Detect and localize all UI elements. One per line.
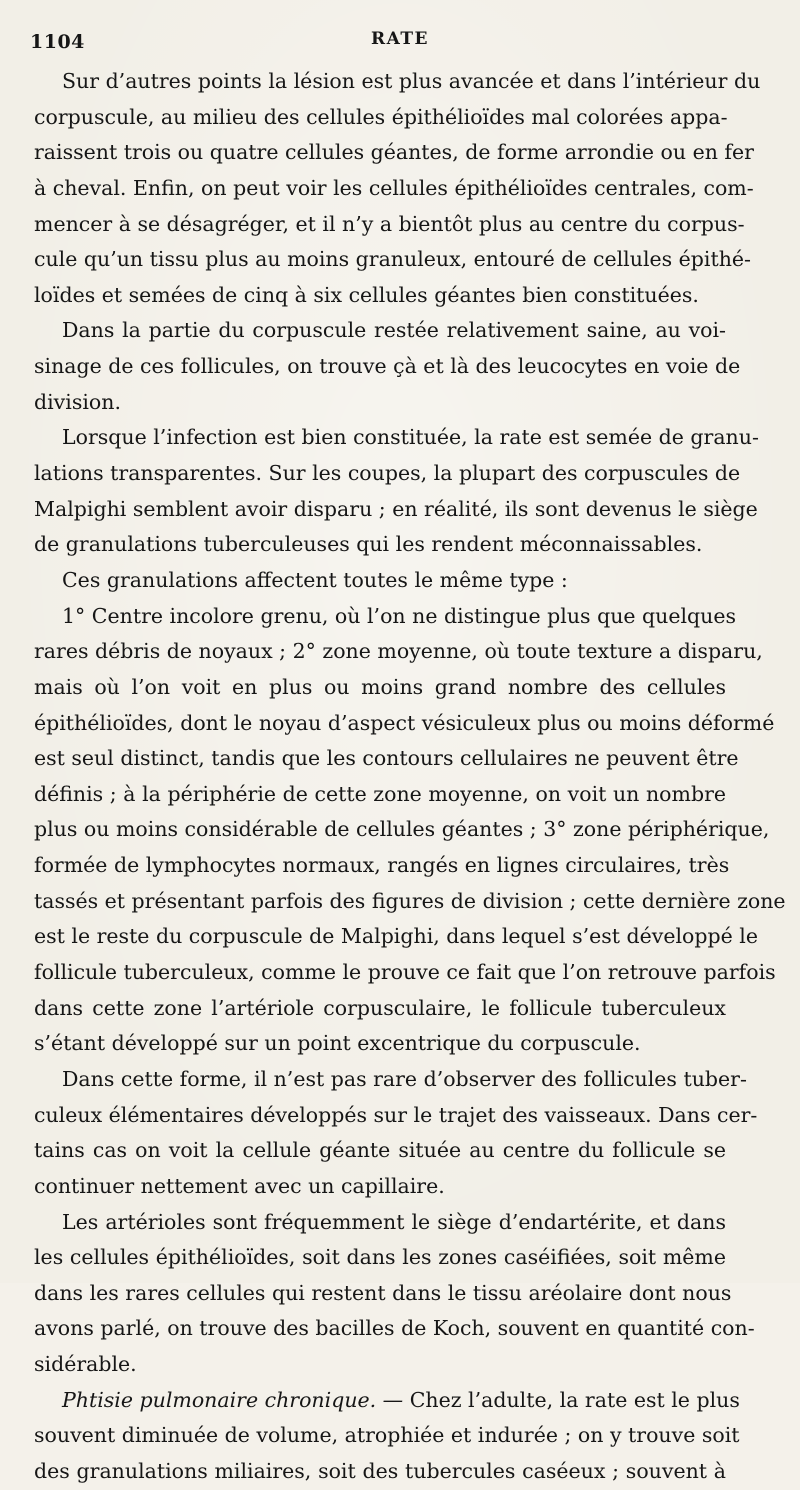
line-text: à cheval. Enfin, on peut voir les cellules épithélioïdes centrales, com- [34, 175, 754, 200]
line-text: est seul distinct, tandis que les contours cellulaires ne peuvent être [34, 746, 739, 771]
line-text: rares débris de noyaux ; 2° zone moyenne, où toute texture a disparu, [34, 639, 763, 664]
line-text: épithélioïdes, dont le noyau d’aspect vésiculeux plus ou moins déformé [34, 710, 775, 735]
line-text: culeux élémentaires développés sur le trajet des vaisseaux. Dans cer- [34, 1102, 758, 1127]
line-text: follicule tuberculeux, comme le prouve ce fait que l’on retrouve parfois [34, 960, 776, 985]
line-text: Sur d’autres points la lésion est plus avancée et dans l’intérieur du [62, 69, 761, 93]
text-line [34, 955, 776, 991]
text-line [34, 1062, 747, 1098]
line-text: tassés et présentant parfois des figures de division ; cette dernière zone [34, 888, 786, 913]
line-text: dans les rares cellules qui restent dans le tissu aréolaire dont nous [34, 1280, 732, 1305]
line-text: Malpighi semblent avoir disparu ; en réalité, ils sont devenus le siège [34, 496, 758, 521]
line-text: Les artérioles sont fréquemment le siège d’endartérite, et dans [62, 1209, 726, 1234]
text-line [34, 278, 726, 314]
line-text: des granulations miliaires, soit des tubercules caséeux ; souvent à [34, 1458, 726, 1483]
line-text: cule qu’un tissu plus au moins granuleux, entouré de cellules épithé- [34, 247, 751, 272]
text-line [34, 385, 726, 421]
text-line [34, 634, 763, 670]
text-line [34, 670, 726, 706]
text-line [34, 1347, 726, 1383]
text-line [34, 1240, 726, 1276]
text-line [34, 100, 726, 136]
line-text: raissent trois ou quatre cellules géantes, de forme arrondie ou en fer [34, 140, 754, 165]
line-text: Chez l’adulte, la rate est le plus [409, 1387, 740, 1412]
line-text: définis ; à la périphérie de cette zone moyenne, on voit un nombre [34, 781, 726, 806]
text-line [34, 349, 741, 385]
line-text: souvent diminuée de volume, atrophiée et indurée ; on y trouve soit [34, 1423, 740, 1448]
text-line [34, 1454, 726, 1490]
text-line [34, 563, 726, 599]
text-line [34, 706, 775, 742]
line-text: avons parlé, on trouve des bacilles de Koch, souvent en quantité con- [34, 1316, 755, 1341]
line-text: 1° Centre incolore grenu, où l’on ne distingue plus que quelques [62, 603, 737, 628]
text-line [34, 207, 745, 243]
text-line [34, 991, 726, 1027]
line-text: Ces granulations affectent toutes le même type : [62, 567, 568, 592]
text-line [34, 1311, 755, 1347]
text-line [34, 1205, 726, 1241]
text-line [34, 1383, 740, 1419]
line-text: s’étant développé sur un point excentrique du corpuscule. [34, 1031, 641, 1056]
line-text: dans cette zone l’artériole corpusculaire, le follicule tuberculeux [34, 995, 726, 1020]
text-line [34, 492, 758, 528]
text-line [34, 777, 726, 813]
text-line [34, 527, 726, 563]
text-line [34, 242, 751, 278]
line-text: Dans cette forme, il n’est pas rare d’observer des follicules tuber- [62, 1066, 747, 1091]
text-line [34, 1418, 740, 1454]
line-text: lations transparentes. Sur les coupes, la plupart des corpuscules de [34, 461, 741, 486]
page-number: 1104 [30, 31, 85, 53]
text-line [34, 1026, 726, 1062]
text-line [34, 1169, 726, 1205]
text-line [34, 884, 786, 920]
text-line [34, 599, 737, 635]
line-text: formée de lymphocytes normaux, rangés en lignes circulaires, très [34, 853, 730, 878]
line-text: loïdes et semées de cinq à six cellules géantes bien constituées. [34, 282, 699, 307]
line-text: sinage de ces follicules, on trouve çà et là des leucocytes en voie de [34, 354, 741, 379]
line-text: plus ou moins considérable de cellules géantes ; 3° zone périphérique, [34, 817, 770, 842]
text-line [34, 812, 770, 848]
text-line [34, 456, 741, 492]
line-text: tains cas on voit la cellule géante située au centre du follicule se [34, 1138, 726, 1163]
text-line [34, 135, 754, 171]
text-line [34, 64, 761, 100]
line-text: de granulations tuberculeuses qui les rendent méconnaissables. [34, 532, 703, 557]
line-text: corpuscule, au milieu des cellules épithélioïdes mal colorées appa- [34, 104, 728, 129]
line-text: sidérable. [34, 1352, 137, 1377]
text-line [34, 313, 726, 349]
text-line [34, 171, 754, 207]
line-text: continuer nettement avec un capillaire. [34, 1173, 445, 1198]
text-line [34, 1276, 732, 1312]
line-text: Lorsque l’infection est bien constituée, la rate est semée de granu- [62, 425, 759, 450]
body-text [34, 64, 786, 1490]
line-text: division. [34, 389, 121, 414]
line-text: mencer à se désagréger, et il n’y a bientôt plus au centre du corpus- [34, 211, 745, 236]
section-heading: Phtisie pulmonaire chronique. — [62, 1387, 404, 1412]
text-line [34, 848, 730, 884]
running-title: RATE [371, 29, 429, 49]
line-text: Dans la partie du corpuscule restée relativement saine, au voi- [62, 318, 726, 343]
text-line [34, 919, 758, 955]
line-text: est le reste du corpuscule de Malpighi, dans lequel s’est développé le [34, 924, 758, 949]
text-line [34, 420, 759, 456]
text-line [34, 741, 739, 777]
text-line [34, 1098, 758, 1134]
text-line [34, 1133, 726, 1169]
line-text: mais où l’on voit en plus ou moins grand nombre des cellules [34, 674, 726, 699]
line-text: les cellules épithélioïdes, soit dans les zones caséifiées, soit même [34, 1245, 726, 1270]
